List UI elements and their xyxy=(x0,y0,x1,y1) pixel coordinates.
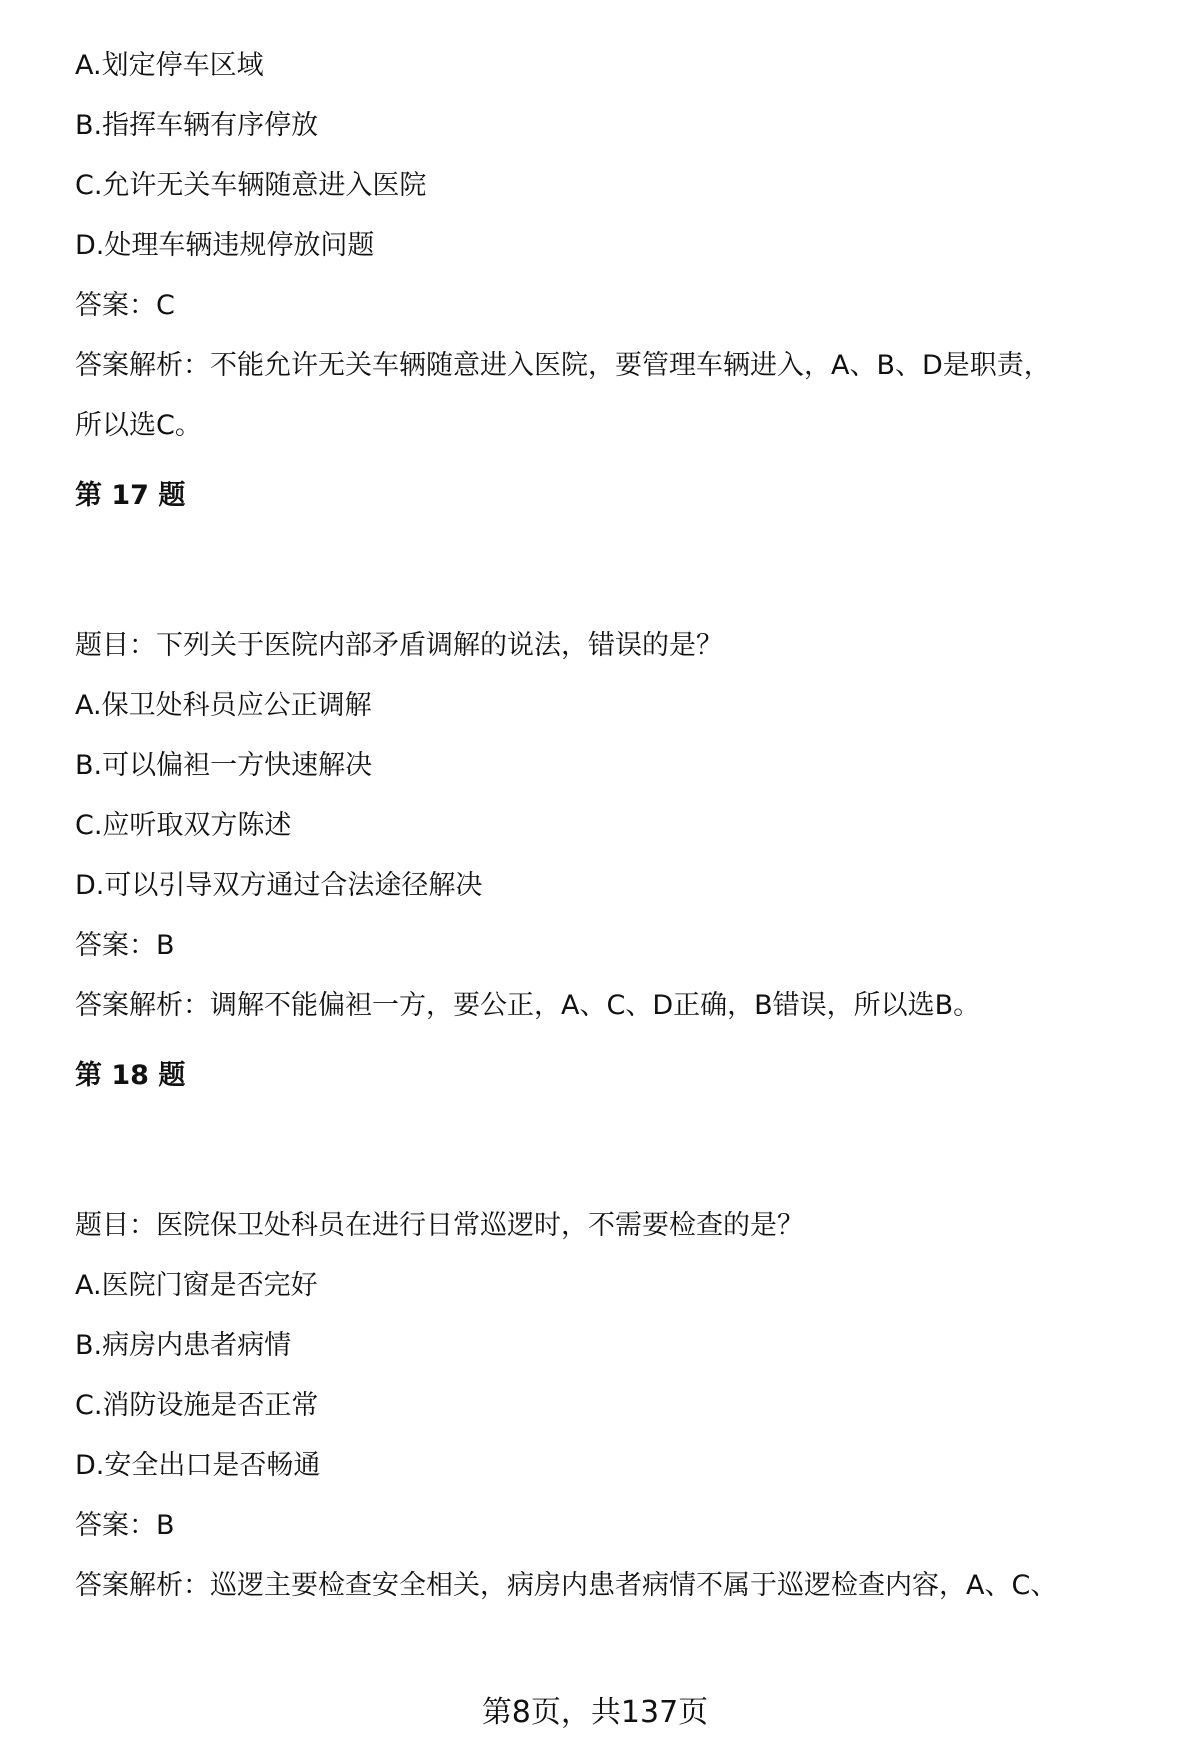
option-a: A.医院门窗是否完好 xyxy=(75,1270,318,1301)
option-c: C.允许无关车辆随意进入医院 xyxy=(75,170,427,201)
question-text: 题目：医院保卫处科员在进行日常巡逻时，不需要检查的是？ xyxy=(75,1210,804,1241)
option-b: B.指挥车辆有序停放 xyxy=(75,110,319,141)
page-content xyxy=(75,46,1155,1626)
answer-analysis: 答案解析：调解不能偏袒一方，要公正，A、C、D正确，B错误，所以选B。 xyxy=(75,990,981,1021)
option-d: D.安全出口是否畅通 xyxy=(75,1450,321,1481)
answer-analysis: 答案解析：不能允许无关车辆随意进入医院，要管理车辆进入，A、B、D是职责， xyxy=(75,350,1051,381)
question-18-block xyxy=(75,1056,1155,1606)
answer-analysis-continued: 所以选C。 xyxy=(75,410,202,441)
question-text: 题目：下列关于医院内部矛盾调解的说法，错误的是？ xyxy=(75,630,723,661)
option-a: A.划定停车区域 xyxy=(75,50,264,81)
question-17-block xyxy=(75,476,1155,1026)
option-d: D.处理车辆违规停放问题 xyxy=(75,230,375,261)
answer: 答案：B xyxy=(75,930,175,961)
option-b: B.病房内患者病情 xyxy=(75,1330,292,1361)
option-b: B.可以偏袒一方快速解决 xyxy=(75,750,373,781)
question-heading: 第 17 题 xyxy=(75,480,186,511)
answer: 答案：C xyxy=(75,290,175,321)
answer-analysis: 答案解析：巡逻主要检查安全相关，病房内患者病情不属于巡逻检查内容，A、C、 xyxy=(75,1570,1058,1601)
question-16-block xyxy=(75,46,1155,446)
option-a: A.保卫处科员应公正调解 xyxy=(75,690,372,721)
option-c: C.应听取双方陈述 xyxy=(75,810,292,841)
answer: 答案：B xyxy=(75,1510,175,1541)
option-c: C.消防设施是否正常 xyxy=(75,1390,319,1421)
page-number-footer: 第8页，共137页 xyxy=(481,1695,709,1730)
question-heading: 第 18 题 xyxy=(75,1060,186,1091)
option-d: D.可以引导双方通过合法途径解决 xyxy=(75,870,483,901)
